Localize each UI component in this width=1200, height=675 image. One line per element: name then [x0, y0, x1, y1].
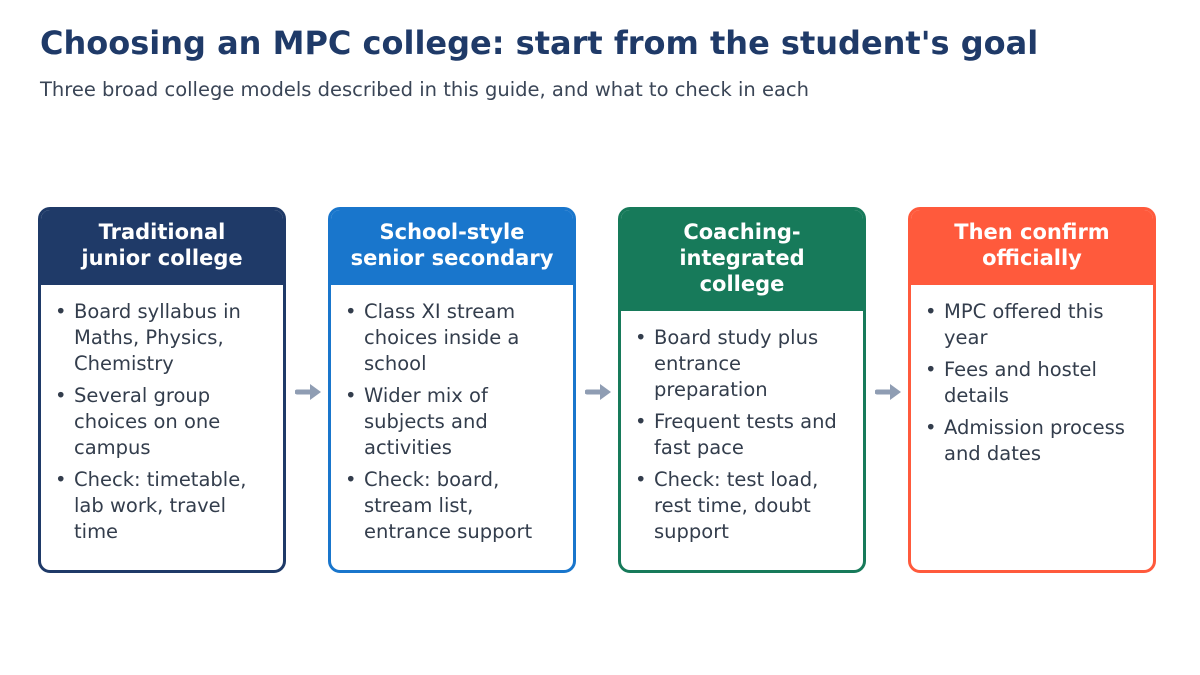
bullet: • [55, 468, 67, 491]
card-title-line: Then confirm [954, 220, 1110, 244]
card-coaching-integrated-college [618, 207, 866, 573]
card-school-style-senior-secondary [328, 207, 576, 573]
item-text [74, 467, 246, 545]
item-text [74, 383, 220, 461]
item-text [944, 415, 1125, 467]
list-item [345, 467, 563, 545]
item-line: Fees and hostel [944, 358, 1097, 381]
item-text [654, 325, 818, 403]
item-line: campus [74, 436, 151, 459]
item-line: lab work, travel [74, 494, 227, 517]
list-item [925, 299, 1143, 351]
item-line: subjects and [364, 410, 488, 433]
list-item [925, 415, 1143, 467]
list-item [925, 357, 1143, 409]
list-item [345, 299, 563, 377]
bullet: • [925, 358, 937, 381]
item-line: Class XI stream [364, 300, 516, 323]
item-line: preparation [654, 378, 768, 401]
item-line: details [944, 384, 1009, 407]
item-line: Wider mix of [364, 384, 488, 407]
item-line: Chemistry [74, 352, 174, 375]
item-line: choices on one [74, 410, 221, 433]
item-text [654, 409, 837, 461]
card-title-line: senior secondary [350, 246, 554, 270]
card-title-line: college [699, 272, 785, 296]
item-line: support [654, 520, 729, 543]
item-text [364, 299, 519, 377]
item-line: MPC offered this [944, 300, 1104, 323]
card-body [331, 285, 573, 545]
bullet: • [635, 410, 647, 433]
card-title [331, 210, 573, 285]
item-line: year [944, 326, 988, 349]
bullet: • [55, 300, 67, 323]
item-line: Check: test load, [654, 468, 819, 491]
page-subtitle: Three broad college models described in this guide, and what to check in each [40, 78, 809, 101]
item-line: entrance support [364, 520, 533, 543]
list-item [55, 299, 273, 377]
item-line: Board syllabus in [74, 300, 241, 323]
card-title [621, 210, 863, 311]
list-item [635, 409, 853, 461]
item-line: Check: timetable, [74, 468, 247, 491]
card-body [41, 285, 283, 545]
card-title [911, 210, 1153, 285]
item-text [364, 383, 488, 461]
item-line: Admission process [944, 416, 1125, 439]
bullet: • [635, 326, 647, 349]
item-line: school [364, 352, 427, 375]
list-item [345, 383, 563, 461]
card-title-line: Traditional [98, 220, 226, 244]
list-item [635, 325, 853, 403]
list-item [55, 383, 273, 461]
card-body [621, 311, 863, 545]
item-text [654, 467, 818, 545]
item-line: time [74, 520, 119, 543]
page-title: Choosing an MPC college: start from the student's goal [40, 24, 1039, 62]
card-title-line: officially [982, 246, 1082, 270]
card-body [911, 285, 1153, 467]
bullet: • [345, 300, 357, 323]
item-text [944, 357, 1097, 409]
item-line: stream list, [364, 494, 474, 517]
item-line: Several group [74, 384, 211, 407]
list-item [55, 467, 273, 545]
item-line: Board study plus [654, 326, 819, 349]
item-line: choices inside a [364, 326, 520, 349]
item-line: Check: board, [364, 468, 500, 491]
bullet: • [635, 468, 647, 491]
card-title-line: integrated [679, 246, 805, 270]
bullet: • [345, 384, 357, 407]
card-title-line: Coaching- [683, 220, 801, 244]
card-title-line: School-style [379, 220, 525, 244]
bullet: • [925, 300, 937, 323]
item-text [944, 299, 1104, 351]
card-title-line: junior college [81, 246, 243, 270]
bullet: • [55, 384, 67, 407]
card-traditional-junior-college [38, 207, 286, 573]
item-line: fast pace [654, 436, 744, 459]
item-text [74, 299, 241, 377]
arrow-right-icon [875, 382, 903, 402]
item-text [364, 467, 532, 545]
item-line: Maths, Physics, [74, 326, 224, 349]
item-line: rest time, doubt [654, 494, 811, 517]
card-title [41, 210, 283, 285]
item-line: entrance [654, 352, 742, 375]
arrow-right-icon [295, 382, 323, 402]
item-line: and dates [944, 442, 1042, 465]
bullet: • [345, 468, 357, 491]
list-item [635, 467, 853, 545]
arrow-right-icon [585, 382, 613, 402]
bullet: • [925, 416, 937, 439]
item-line: activities [364, 436, 452, 459]
card-confirm-officially [908, 207, 1156, 573]
item-line: Frequent tests and [654, 410, 837, 433]
